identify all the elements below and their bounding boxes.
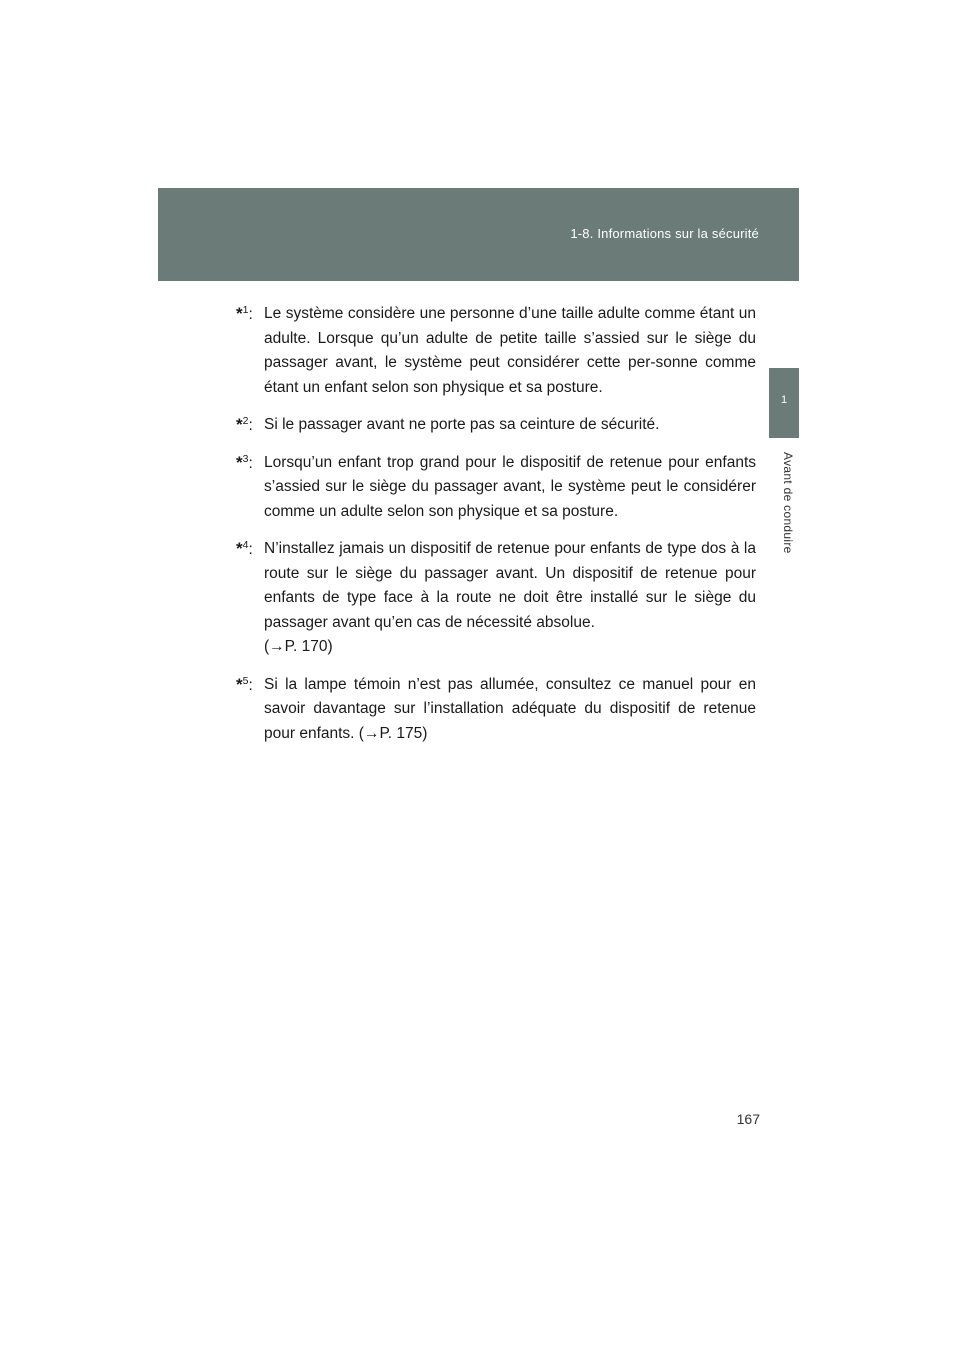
- footnote-text: Si la lampe témoin n’est pas allumée, consultez ce manuel pour en savoir davantage sur l’installation adéquate du dispositif de retenue pour enfants. (→P. 175): [264, 675, 756, 742]
- footnote-3: [236, 451, 756, 525]
- footnote-1: [236, 302, 756, 400]
- page-reference: (→P. 170): [264, 638, 333, 655]
- footnote-marker: *$^2$:: [236, 415, 253, 434]
- section-header: [158, 188, 799, 281]
- footnote-marker: *$^5$:: [236, 674, 253, 694]
- footnote-marker: *$^4$:: [236, 539, 253, 558]
- footnote-text: N’installez jamais un dispositif de retenue pour enfants de type dos à la route sur le siège du passager avant. Un dispositif de retenue pour enfants de type face à la route ne doit être installé sur le siège du passager avant qu’en cas de nécessité absolue.: [264, 540, 756, 631]
- footnote-2: [236, 413, 756, 438]
- footnote-text: Le système considère une personne d’une taille adulte comme étant un adulte. Lorsque qu’un adulte de petite taille s’assied sur le siège du passager avant, le système peut considérer cette per-sonne comme étant un enfant selon son physique et sa posture.: [264, 305, 756, 396]
- footnote-5: [236, 673, 756, 747]
- section-title: 1-8. Informations sur la sécurité: [570, 226, 759, 241]
- footnote-list: [236, 302, 756, 759]
- footnote-marker: *$^3$:: [236, 452, 253, 472]
- chapter-number: 1: [780, 394, 788, 406]
- footnote-4: [236, 537, 756, 660]
- footnote-text: Lorsqu’un enfant trop grand pour le dispositif de retenue pour enfants s’assied sur le siège du passager avant, le système peut le considérer comme un adulte selon son physique et sa posture.: [264, 453, 756, 520]
- chapter-tab: [769, 368, 799, 438]
- footnote-text: Si le passager avant ne porte pas sa ceinture de sécurité.: [264, 416, 660, 433]
- page-number: 167: [736, 1111, 760, 1127]
- footnote-marker: *$^1$:: [236, 304, 253, 323]
- chapter-label: Avant de conduire: [781, 452, 795, 554]
